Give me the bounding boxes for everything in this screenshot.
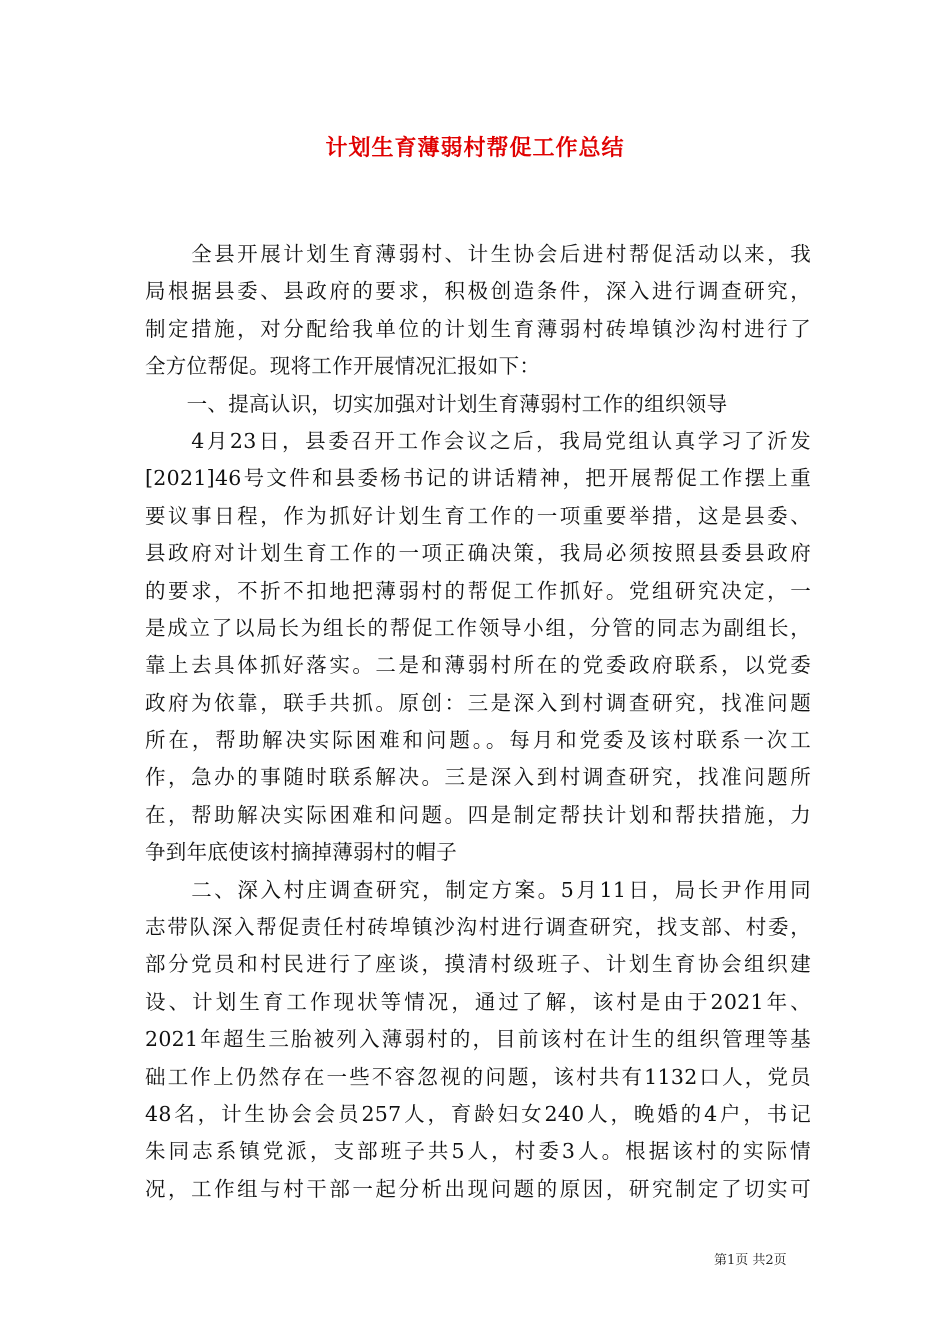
body-line: 志带队深入帮促责任村砖埠镇沙沟村进行调查研究，找支部、村委， xyxy=(145,915,811,940)
body-line: 在，帮助解决实际困难和问题。四是制定帮扶计划和帮扶措施，力 xyxy=(145,802,811,827)
body-line: 础工作上仍然存在一些不容忽视的问题，该村共有1132口人，党员 xyxy=(145,1064,811,1089)
body-line: 靠上去具体抓好落实。二是和薄弱村所在的党委政府联系，以党委 xyxy=(145,653,811,678)
body-line: [2021]46号文件和县委杨书记的讲话精神，把开展帮促工作摆上重 xyxy=(145,466,811,491)
body-line: 朱同志系镇党派，支部班子共5人，村委3人。根据该村的实际情 xyxy=(145,1139,811,1164)
document-body xyxy=(145,236,811,1208)
body-line: 制定措施，对分配给我单位的计划生育薄弱村砖埠镇沙沟村进行了 xyxy=(145,316,811,341)
body-line: 4月23日，县委召开工作会议之后，我局党组认真学习了沂发 xyxy=(145,428,811,453)
document-title: 计划生育薄弱村帮促工作总结 xyxy=(325,135,625,161)
body-line: 县政府对计划生育工作的一项正确决策，我局必须按照县委县政府 xyxy=(145,541,811,566)
body-line: 2021年超生三胎被列入薄弱村的，目前该村在计生的组织管理等基 xyxy=(145,1027,811,1052)
body-line: 设、计划生育工作现状等情况，通过了解，该村是由于2021年、 xyxy=(145,989,811,1014)
body-line: 全县开展计划生育薄弱村、计生协会后进村帮促活动以来，我 xyxy=(145,242,811,266)
body-line: 二、深入村庄调查研究，制定方案。5月11日，局长尹作用同 xyxy=(145,877,811,902)
body-line: 所在，帮助解决实际困难和问题。。每月和党委及该村联系一次工 xyxy=(145,728,811,753)
body-line: 一、提高认识，切实加强对计划生育薄弱村工作的组织领导 xyxy=(145,391,728,416)
body-line: 48名，计生协会会员257人，育龄妇女240人，晚婚的4户，书记 xyxy=(145,1101,811,1126)
body-line: 况，工作组与村干部一起分析出现问题的原因，研究制定了切实可 xyxy=(145,1176,811,1201)
body-line: 争到年底使该村摘掉薄弱村的帽子 xyxy=(145,840,457,865)
page-footer: 第1页 共2页 xyxy=(714,1253,787,1268)
body-line: 局根据县委、县政府的要求，积极创造条件，深入进行调查研究， xyxy=(145,279,811,304)
body-line: 要议事日程，作为抓好计划生育工作的一项重要举措，这是县委、 xyxy=(145,503,811,528)
body-line: 政府为依靠，联手共抓。原创：三是深入到村调查研究，找准问题 xyxy=(145,690,811,715)
body-line: 部分党员和村民进行了座谈，摸清村级班子、计划生育协会组织建 xyxy=(145,952,811,977)
body-line: 全方位帮促。现将工作开展情况汇报如下： xyxy=(145,354,541,379)
body-line: 的要求，不折不扣地把薄弱村的帮促工作抓好。党组研究决定，一 xyxy=(145,578,811,603)
body-line: 是成立了以局长为组长的帮促工作领导小组，分管的同志为副组长， xyxy=(145,615,811,640)
body-line: 作，急办的事随时联系解决。三是深入到村调查研究，找准问题所 xyxy=(145,765,811,790)
